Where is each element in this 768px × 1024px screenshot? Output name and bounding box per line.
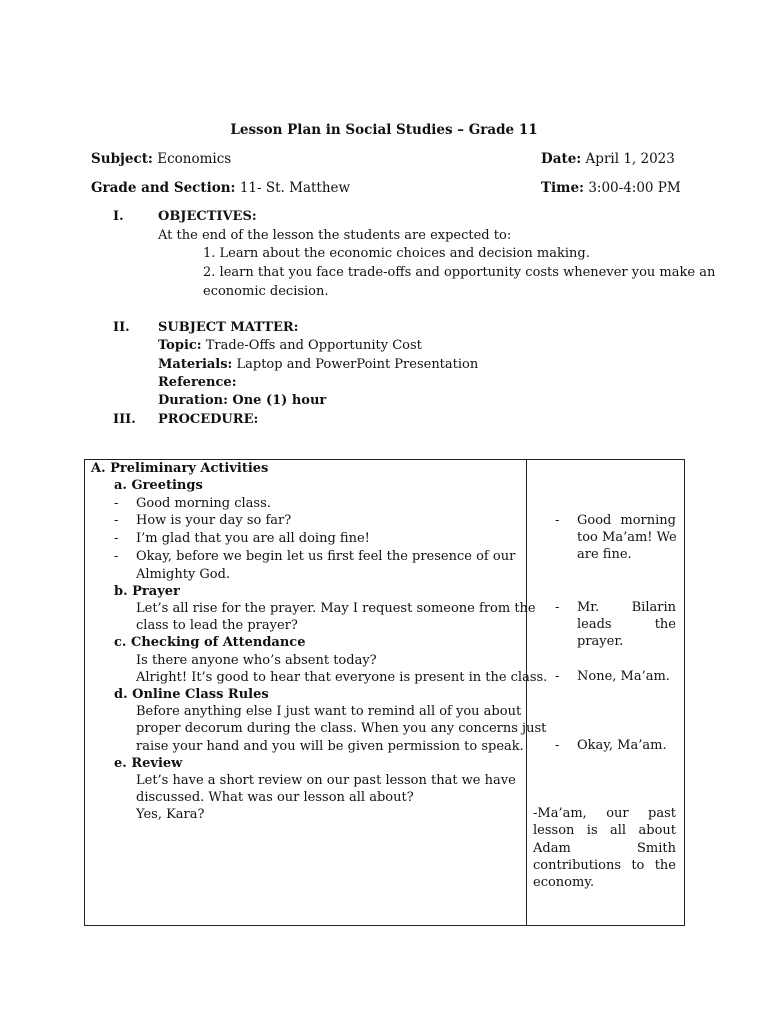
prayer-line-2: class to lead the prayer? bbox=[136, 618, 298, 633]
response-greet-1: Good morning bbox=[577, 513, 676, 528]
bullet-dash: - bbox=[555, 513, 560, 528]
procedure-heading: PROCEDURE: bbox=[158, 412, 259, 427]
objective-item-2: 2. learn that you face trade-offs and opportunity costs whenever you make an bbox=[203, 265, 716, 280]
time-label: Time: bbox=[541, 180, 585, 196]
duration-label: Duration: One (1) hour bbox=[158, 393, 327, 408]
response-review-4: contributions to the bbox=[533, 858, 676, 873]
objective-item-2-cont: economic decision. bbox=[203, 284, 329, 299]
bullet-dash: - bbox=[114, 513, 119, 528]
response-review-3: Adam Smith bbox=[533, 841, 676, 856]
bullet-dash: - bbox=[555, 738, 560, 753]
topic-line bbox=[158, 338, 422, 353]
objective-item-1: 1. Learn about the economic choices and decision making. bbox=[203, 246, 590, 261]
response-prayer-1: Mr. Bilarin bbox=[577, 600, 676, 615]
response-greet-2: too Ma’am! We bbox=[577, 530, 677, 545]
subject-label: Subject: bbox=[91, 151, 153, 167]
topic-value: Trade-Offs and Opportunity Cost bbox=[201, 338, 422, 353]
response-greet-3: are fine. bbox=[577, 547, 632, 562]
materials-value: Laptop and PowerPoint Presentation bbox=[232, 357, 479, 372]
prayer-heading: b. Prayer bbox=[114, 584, 180, 599]
review-line-1: Let’s have a short review on our past lesson that we have bbox=[136, 773, 516, 788]
review-heading: e. Review bbox=[114, 756, 183, 771]
reference-label: Reference: bbox=[158, 375, 237, 390]
review-line-3: Yes, Kara? bbox=[136, 807, 205, 822]
teacher-activity-column bbox=[85, 460, 548, 926]
greeting-line-1: Good morning class. bbox=[136, 496, 271, 511]
grade-value: 11- St. Matthew bbox=[235, 180, 351, 196]
greeting-line-4: Okay, before we begin let us first feel the presence of our bbox=[136, 549, 516, 564]
date-value: April 1, 2023 bbox=[581, 151, 675, 167]
response-attendance: None, Ma’am. bbox=[577, 669, 670, 684]
time-value: 3:00-4:00 PM bbox=[584, 180, 681, 196]
bullet-dash: - bbox=[114, 496, 119, 511]
document-title: Lesson Plan in Social Studies – Grade 11 bbox=[230, 122, 538, 138]
attendance-line-2: Alright! It’s good to hear that everyone is present in the class. bbox=[136, 670, 548, 685]
subject-matter-numeral: II. bbox=[113, 320, 130, 335]
objectives-intro: At the end of the lesson the students are expected to: bbox=[158, 228, 512, 243]
meta-row-grade bbox=[91, 180, 681, 196]
rules-line-2: proper decorum during the class. When you any concerns just bbox=[136, 721, 547, 736]
bullet-dash: - bbox=[555, 600, 560, 615]
rules-line-3: raise your hand and you will be given permission to speak. bbox=[136, 739, 524, 754]
meta-row-subject bbox=[91, 151, 681, 167]
materials-label: Materials: bbox=[158, 357, 233, 372]
bullet-dash: - bbox=[114, 549, 119, 564]
materials-line bbox=[158, 357, 478, 372]
section-a-heading: A. Preliminary Activities bbox=[91, 461, 269, 476]
subject-matter-heading: SUBJECT MATTER: bbox=[158, 320, 299, 335]
bullet-dash: - bbox=[114, 531, 119, 546]
objectives-heading: OBJECTIVES: bbox=[158, 209, 257, 224]
topic-label: Topic: bbox=[158, 338, 202, 353]
objectives-numeral: I. bbox=[113, 209, 124, 224]
student-activity-column bbox=[527, 460, 685, 926]
procedure-numeral: III. bbox=[113, 412, 136, 427]
grade-label: Grade and Section: bbox=[91, 180, 236, 196]
rules-heading: d. Online Class Rules bbox=[114, 687, 269, 702]
greeting-line-2: How is your day so far? bbox=[136, 513, 292, 528]
prayer-line-1: Let’s all rise for the prayer. May I request someone from the bbox=[136, 601, 536, 616]
response-review-1: -Ma’am, our past bbox=[533, 806, 676, 821]
greeting-line-5: Almighty God. bbox=[136, 567, 231, 582]
response-prayer-2: leads the bbox=[577, 617, 676, 632]
attendance-line-1: Is there anyone who’s absent today? bbox=[136, 653, 377, 668]
greetings-heading: a. Greetings bbox=[114, 478, 203, 493]
rules-line-1: Before anything else I just want to remind all of you about bbox=[136, 704, 522, 719]
review-line-2: discussed. What was our lesson all about? bbox=[136, 790, 414, 805]
response-review-2: lesson is all about bbox=[533, 823, 676, 838]
subject-value: Economics bbox=[152, 151, 232, 167]
response-prayer-3: prayer. bbox=[577, 634, 624, 649]
greeting-line-3: I’m glad that you are all doing fine! bbox=[136, 531, 370, 546]
response-review-5: economy. bbox=[533, 875, 595, 890]
procedure-table bbox=[84, 459, 685, 926]
date-label: Date: bbox=[541, 151, 582, 167]
attendance-heading: c. Checking of Attendance bbox=[114, 635, 306, 650]
response-rules: Okay, Ma’am. bbox=[577, 738, 667, 753]
bullet-dash: - bbox=[555, 669, 560, 684]
